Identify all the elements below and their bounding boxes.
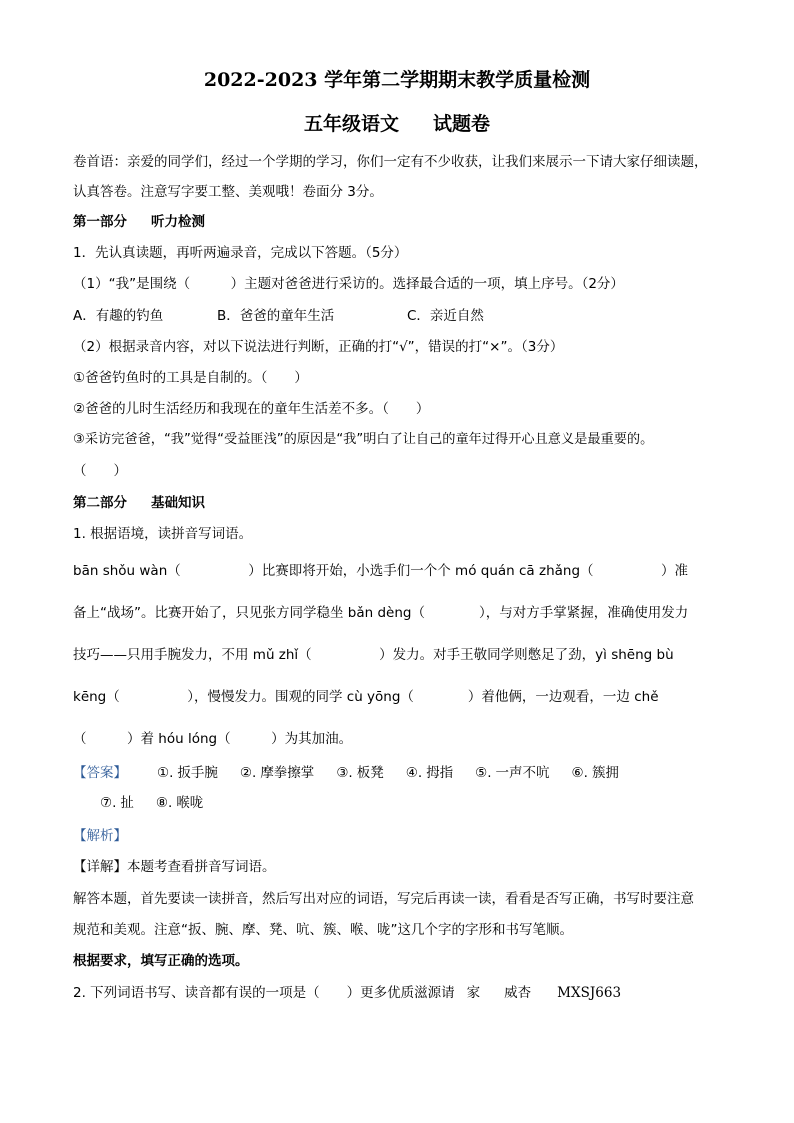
part2-topic: 基础知识 — [151, 495, 205, 511]
requirement-heading: 根据要求，填写正确的选项。 — [73, 953, 249, 969]
part2-heading — [73, 493, 754, 513]
answer-row-2 — [100, 793, 754, 813]
answer-item — [100, 793, 134, 813]
answer-word: 喉咙 — [176, 795, 204, 811]
page-title: 2022-2023 学年第二学期期末教学质量检测 — [203, 69, 591, 91]
pinyin-line-5: （ ）着 hóu lóng（ ）为其加油。 — [73, 731, 353, 747]
answer-number: ⑥. — [571, 765, 588, 781]
part1-topic: 听力检测 — [151, 214, 205, 230]
preface-line-1: 卷首语：亲爱的同学们，经过一个学期的学习，你们一定有不少收获，让我们来展示一下请大家仔细读题， — [73, 154, 708, 170]
answer-row-1 — [73, 763, 754, 783]
q3-watermark-2: 威杏 — [504, 985, 532, 1001]
q3-text: 2. 下列词语书写、读音都有误的一项是（ ）更多优质滋源请 — [73, 985, 455, 1001]
q3-watermark-1: 家 — [466, 985, 481, 1001]
q3-line — [73, 983, 754, 1003]
answer-word: 簇拥 — [591, 765, 619, 781]
preface-line-2: 认真答卷。注意写字要工整、美观哦！卷面分 3分。 — [73, 184, 383, 200]
answer-number: ②. — [239, 765, 257, 781]
answer-word: 摩拳擦掌 — [260, 765, 315, 781]
answer-item — [475, 763, 549, 783]
answer-number: ③. — [336, 765, 353, 781]
pinyin-line-3: 技巧——只用手腕发力，不用 mǔ zhǐ（ ）发力。对手王敬同学则憋足了劲，yì shēng bù — [73, 647, 674, 663]
subtitle-grade: 五年级语文 — [303, 113, 399, 135]
explain-line-1: 解答本题，首先要读一读拼音，然后写出对应的词语，写完后再读一读，看看是否写正确，书写时要注意 — [73, 891, 694, 907]
answer-word: 扯 — [120, 795, 134, 811]
answer-item — [572, 763, 619, 783]
q1-judge-3-blank: （ ） — [73, 463, 127, 479]
answer-item — [406, 763, 453, 783]
answer-number: ⑤. — [475, 765, 492, 781]
answer-word: 拇指 — [426, 765, 454, 781]
q1-judge-3: ③采访完爸爸，“我”觉得“受益匪浅”的原因是“我”明白了让自己的童年过得开心且意义是最重要的。 — [73, 432, 654, 447]
answer-number: ⑦. — [100, 795, 117, 811]
q1-option-c: C．亲近自然 — [407, 308, 484, 324]
part1-heading — [73, 212, 754, 232]
q2-intro: 1. 根据语境，读拼音写词语。 — [73, 526, 253, 542]
q1-intro: 1．先认真读题，再听两遍录音，完成以下答题。（5分） — [73, 245, 408, 261]
answer-item — [240, 763, 314, 783]
pinyin-line-4: kēng（ ），慢慢发力。围观的同学 cù yōng（ ）着他俩，一边观看，一边 chě — [73, 689, 659, 705]
subtitle-paper: 试题卷 — [433, 113, 491, 135]
q1-sub2: （2）根据录音内容，对以下说法进行判断，正确的打“√”，错误的打“×”。（3分） — [73, 339, 564, 355]
answer-item — [157, 763, 218, 783]
answer-number: ⑧. — [155, 795, 173, 811]
page-subtitle — [0, 114, 794, 134]
pinyin-line-2: 备上“战场”。比赛开始了，只见张方同学稳坐 bǎn dèng（ ），与对方手掌紧握，准确使用发力 — [73, 605, 689, 621]
q3-watermark-3: MXSJ663 — [557, 985, 622, 1001]
q1-judge-2: ②爸爸的儿时生活经历和我现在的童年生活差不多。（ ） — [73, 401, 430, 417]
q1-sub1: （1）“我”是围绕（ ）主题对爸爸进行采访的。选择最合适的一项，填上序号。（2分） — [73, 276, 624, 292]
answer-item — [156, 793, 203, 813]
answer-number: ④. — [405, 765, 423, 781]
q1-option-b: B．爸爸的童年生活 — [217, 308, 335, 324]
part1-name: 第一部分 — [73, 214, 127, 230]
detail-line: 【详解】本题考查看拼音写词语。 — [73, 859, 276, 875]
answer-item — [336, 763, 383, 783]
answer-number: ①. — [157, 765, 174, 781]
answer-word: 板凳 — [356, 765, 384, 781]
answer-word: 扳手腕 — [177, 765, 218, 781]
analysis-tag: 【解析】 — [73, 828, 127, 844]
answer-word: 一声不吭 — [495, 765, 550, 781]
part2-name: 第二部分 — [73, 495, 127, 511]
q1-option-a: A．有趣的钓鱼 — [73, 308, 164, 324]
pinyin-line-1: bān shǒu wàn（ ）比赛即将开始，小选手们一个个 mó quán cā zhǎng（ ）准 — [73, 563, 689, 579]
q1-judge-1: ①爸爸钓鱼时的工具是自制的。（ ） — [73, 370, 308, 386]
q1-options — [73, 306, 754, 326]
answer-tag: 【答案】 — [73, 765, 127, 781]
explain-line-2: 规范和美观。注意“扳、腕、摩、凳、吭、簇、喉、咙”这几个字的字形和书写笔顺。 — [73, 922, 573, 938]
